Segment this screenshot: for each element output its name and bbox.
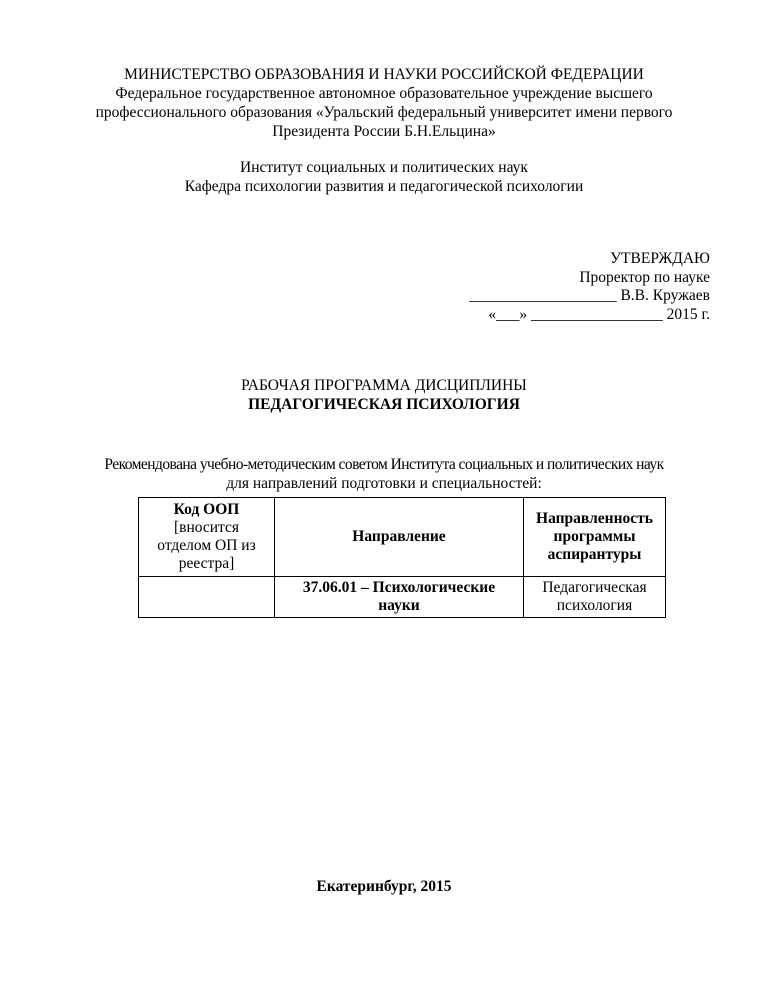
header-code xyxy=(139,498,275,577)
approval-signature-line: ___________________ В.В. Кружаев xyxy=(469,287,710,304)
institute-name: Институт социальных и политических наук xyxy=(240,159,528,176)
institution-line-1: Федеральное государственное автономное образовательное учреждение высшего xyxy=(115,85,653,102)
recommendation-line-1: Рекомендована учебно-методическим советом Института социальных и политических наук xyxy=(104,456,664,473)
header-direction xyxy=(275,498,524,577)
header-focus-line-2: программы xyxy=(553,528,636,545)
ministry-title: МИНИСТЕРСТВО ОБРАЗОВАНИЯ И НАУКИ РОССИЙСКОЙ ФЕДЕРАЦИИ xyxy=(124,66,644,83)
header-direction-label: Направление xyxy=(352,528,446,545)
institution-line-3: Президента России Б.Н.Ельцина» xyxy=(272,123,496,140)
cell-direction-line-1: 37.06.01 – Психологические xyxy=(302,579,496,596)
approval-title: УТВЕРЖДАЮ xyxy=(610,250,710,267)
table-header-row xyxy=(139,498,666,577)
programs-table xyxy=(138,497,666,618)
header-code-note-3: реестра] xyxy=(178,555,235,572)
header-focus-line-1: Направленность xyxy=(536,510,653,527)
cell-focus xyxy=(524,577,666,618)
institution-line-2: профессионального образования «Уральский федеральный университет имени первого xyxy=(95,104,673,121)
cell-focus-line-2: психология xyxy=(556,597,633,614)
cell-direction-line-2: науки xyxy=(378,597,420,614)
header-focus-line-3: аспирантуры xyxy=(547,546,642,563)
cell-code xyxy=(139,577,275,618)
city-year: Екатеринбург, 2015 xyxy=(316,878,452,895)
recommendation-line-2: для направлений подготовки и специальностей: xyxy=(226,475,542,492)
program-type: РАБОЧАЯ ПРОГРАММА ДИСЦИПЛИНЫ xyxy=(241,377,527,394)
approval-position: Проректор по науке xyxy=(579,269,710,286)
discipline-title: ПЕДАГОГИЧЕСКАЯ ПСИХОЛОГИЯ xyxy=(248,396,520,413)
cell-direction xyxy=(275,577,524,618)
department-name: Кафедра психологии развития и педагогической психологии xyxy=(184,178,584,195)
header-code-note-2: отделом ОП из xyxy=(157,537,256,554)
table-row xyxy=(139,577,666,618)
header-code-title: Код ООП xyxy=(173,501,240,518)
header-focus xyxy=(524,498,666,577)
header-code-note-1: [вносится xyxy=(173,519,240,536)
cell-focus-line-1: Педагогическая xyxy=(542,579,647,596)
approval-date-line: «___» _________________ 2015 г. xyxy=(488,306,710,323)
